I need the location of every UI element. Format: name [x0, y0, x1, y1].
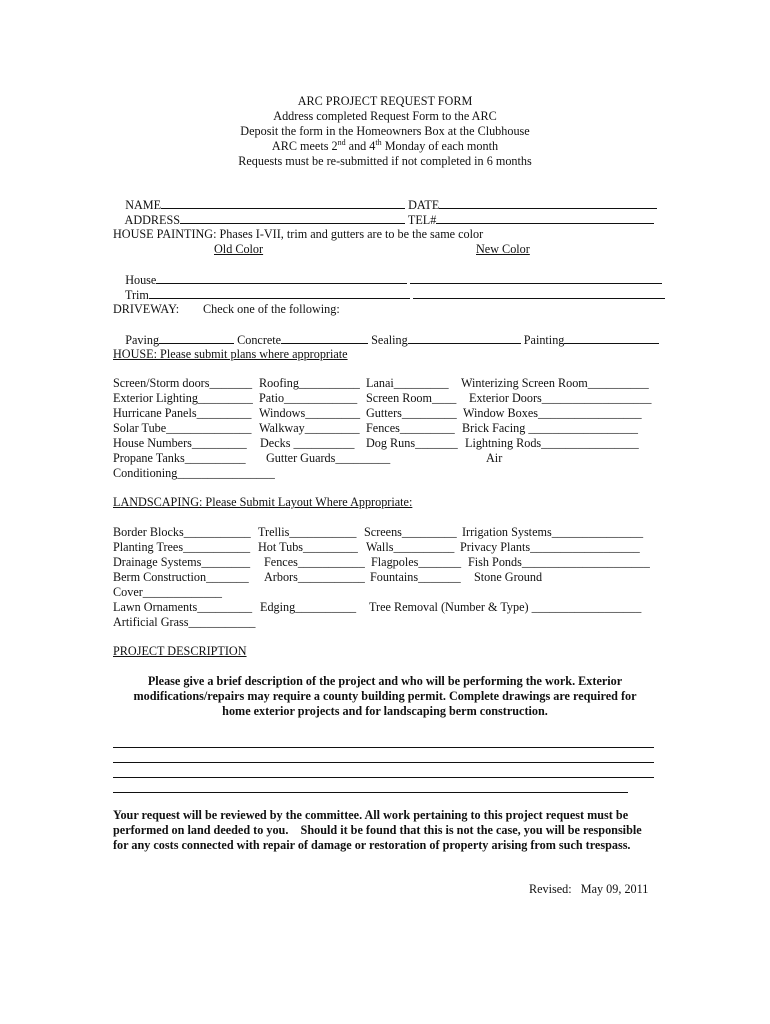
paving-label: Paving — [125, 332, 160, 347]
project-instructions-line2: modifications/repairs may require a county building permit. Complete drawings are required for — [133, 689, 637, 703]
header-line-meets — [0, 139, 770, 154]
painting-option-label: Painting — [523, 332, 565, 347]
project-description-heading: PROJECT DESCRIPTION — [113, 644, 247, 658]
landscaping-item[interactable]: Drainage Systems________ — [113, 555, 251, 569]
house-item[interactable]: Solar Tube______________ — [113, 421, 252, 435]
house-item[interactable]: Exterior Lighting_________ — [113, 391, 253, 405]
landscaping-heading: LANDSCAPING: Please Submit Layout Where Appropriate: — [113, 495, 413, 509]
meets-pre: ARC meets 2 — [271, 139, 338, 153]
house-item[interactable]: Winterizing Screen Room__________ — [461, 376, 649, 390]
concrete-label: Concrete — [237, 332, 282, 347]
old-color-label: Old Color — [214, 242, 264, 256]
landscaping-item: Stone Ground — [474, 570, 543, 584]
house-item[interactable]: Propane Tanks__________ — [113, 451, 246, 465]
house-item[interactable]: Lightning Rods________________ — [465, 436, 639, 450]
house-item[interactable]: Decks __________ — [260, 436, 355, 450]
landscaping-item[interactable]: Tree Removal (Number & Type) __________________ — [369, 600, 642, 614]
house-item[interactable]: Windows_________ — [259, 406, 361, 420]
painting-field[interactable] — [564, 332, 659, 344]
meets-sup-th: th — [375, 137, 382, 147]
description-line[interactable] — [113, 777, 654, 778]
meets-sup-nd: nd — [337, 137, 346, 147]
house-item[interactable]: Dog Runs_______ — [366, 436, 458, 450]
driveway-label: DRIVEWAY: — [113, 302, 180, 316]
house-item[interactable]: Gutter Guards_________ — [266, 451, 391, 465]
landscaping-item[interactable]: Border Blocks___________ — [113, 525, 251, 539]
header-line-address: Address completed Request Form to the ARC — [273, 109, 497, 123]
description-line[interactable] — [113, 792, 628, 793]
tel-label: TEL# — [407, 212, 437, 227]
landscaping-item[interactable]: Planting Trees___________ — [113, 540, 251, 554]
landscaping-item[interactable]: Irrigation Systems_______________ — [462, 525, 644, 539]
header-line-deposit: Deposit the form in the Homeowners Box at the Clubhouse — [240, 124, 530, 138]
trim-new-color-field[interactable] — [413, 287, 665, 299]
trim-color-row — [113, 272, 665, 317]
description-line[interactable] — [113, 747, 654, 748]
notice-line2: performed on land deeded to you. Should it be found that this is not the case, you will be responsible — [113, 823, 642, 837]
landscaping-item[interactable]: Arbors___________ — [264, 570, 365, 584]
house-item[interactable]: Conditioning________________ — [113, 466, 275, 480]
project-instructions-line1: Please give a brief description of the project and who will be performing the work. Exterior — [147, 674, 623, 688]
sealing-field[interactable] — [408, 332, 521, 344]
address-label: ADDRESS — [124, 212, 181, 227]
house-item[interactable]: Screen Room____ — [366, 391, 457, 405]
trim-color-label: Trim — [124, 287, 149, 302]
house-item[interactable]: Brick Facing __________________ — [462, 421, 639, 435]
landscaping-item[interactable]: Walls__________ — [366, 540, 455, 554]
landscaping-item[interactable]: Berm Construction_______ — [113, 570, 249, 584]
house-item[interactable]: Lanai_________ — [366, 376, 449, 390]
landscaping-item[interactable]: Flagpoles_______ — [371, 555, 462, 569]
project-instructions-line3: home exterior projects and for landscaping berm construction. — [222, 704, 548, 718]
house-item[interactable]: Gutters_________ — [366, 406, 457, 420]
form-title: ARC PROJECT REQUEST FORM — [297, 94, 473, 108]
concrete-field[interactable] — [281, 332, 368, 344]
house-item[interactable]: Patio____________ — [259, 391, 358, 405]
new-color-label: New Color — [476, 242, 530, 256]
landscaping-item[interactable]: Screens_________ — [364, 525, 457, 539]
house-item[interactable]: Window Boxes_________________ — [463, 406, 642, 420]
meets-mid: and 4 — [345, 139, 376, 153]
house-item: Air — [486, 451, 503, 465]
landscaping-item[interactable]: Hot Tubs_________ — [258, 540, 358, 554]
landscaping-item[interactable]: Edging__________ — [260, 600, 357, 614]
landscaping-item[interactable]: Fountains_______ — [370, 570, 461, 584]
landscaping-item[interactable]: Trellis___________ — [258, 525, 357, 539]
description-line[interactable] — [113, 762, 654, 763]
landscaping-item[interactable]: Artificial Grass___________ — [113, 615, 256, 629]
revised-date: Revised: May 09, 2011 — [529, 882, 649, 896]
house-item[interactable]: Fences_________ — [366, 421, 455, 435]
house-item[interactable]: Walkway_________ — [259, 421, 360, 435]
landscaping-item[interactable]: Cover_____________ — [113, 585, 223, 599]
landscaping-item[interactable]: Privacy Plants__________________ — [460, 540, 640, 554]
house-item[interactable]: Hurricane Panels_________ — [113, 406, 252, 420]
house-color-label: House — [125, 272, 157, 287]
painting-heading: HOUSE PAINTING: Phases I-VII, trim and gutters are to be the same color — [113, 227, 484, 241]
header-line-resubmit: Requests must be re-submitted if not completed in 6 months — [238, 154, 532, 168]
driveway-instruction: Check one of the following: — [203, 302, 340, 316]
landscaping-item[interactable]: Fences___________ — [264, 555, 365, 569]
house-item[interactable]: Roofing__________ — [259, 376, 360, 390]
tel-field[interactable] — [436, 212, 654, 224]
house-item[interactable]: House Numbers_________ — [113, 436, 247, 450]
trim-old-color-field[interactable] — [149, 287, 410, 299]
landscaping-item[interactable]: Lawn Ornaments_________ — [113, 600, 253, 614]
notice-line3: for any costs connected with repair of damage or restoration of property arising from such trespass. — [113, 838, 631, 852]
address-field[interactable] — [180, 212, 405, 224]
house-section-heading: HOUSE: Please submit plans where appropriate — [113, 347, 348, 361]
date-label: DATE — [408, 197, 440, 212]
paving-field[interactable] — [159, 332, 234, 344]
house-item[interactable]: Exterior Doors__________________ — [469, 391, 652, 405]
house-item[interactable]: Screen/Storm doors_______ — [113, 376, 253, 390]
notice-line1: Your request will be reviewed by the committee. All work pertaining to this project request must be — [113, 808, 629, 822]
meets-post: Monday of each month — [381, 139, 499, 153]
name-label: NAME — [125, 197, 162, 212]
sealing-label: Sealing — [371, 332, 408, 347]
landscaping-item[interactable]: Fish Ponds_____________________ — [468, 555, 650, 569]
